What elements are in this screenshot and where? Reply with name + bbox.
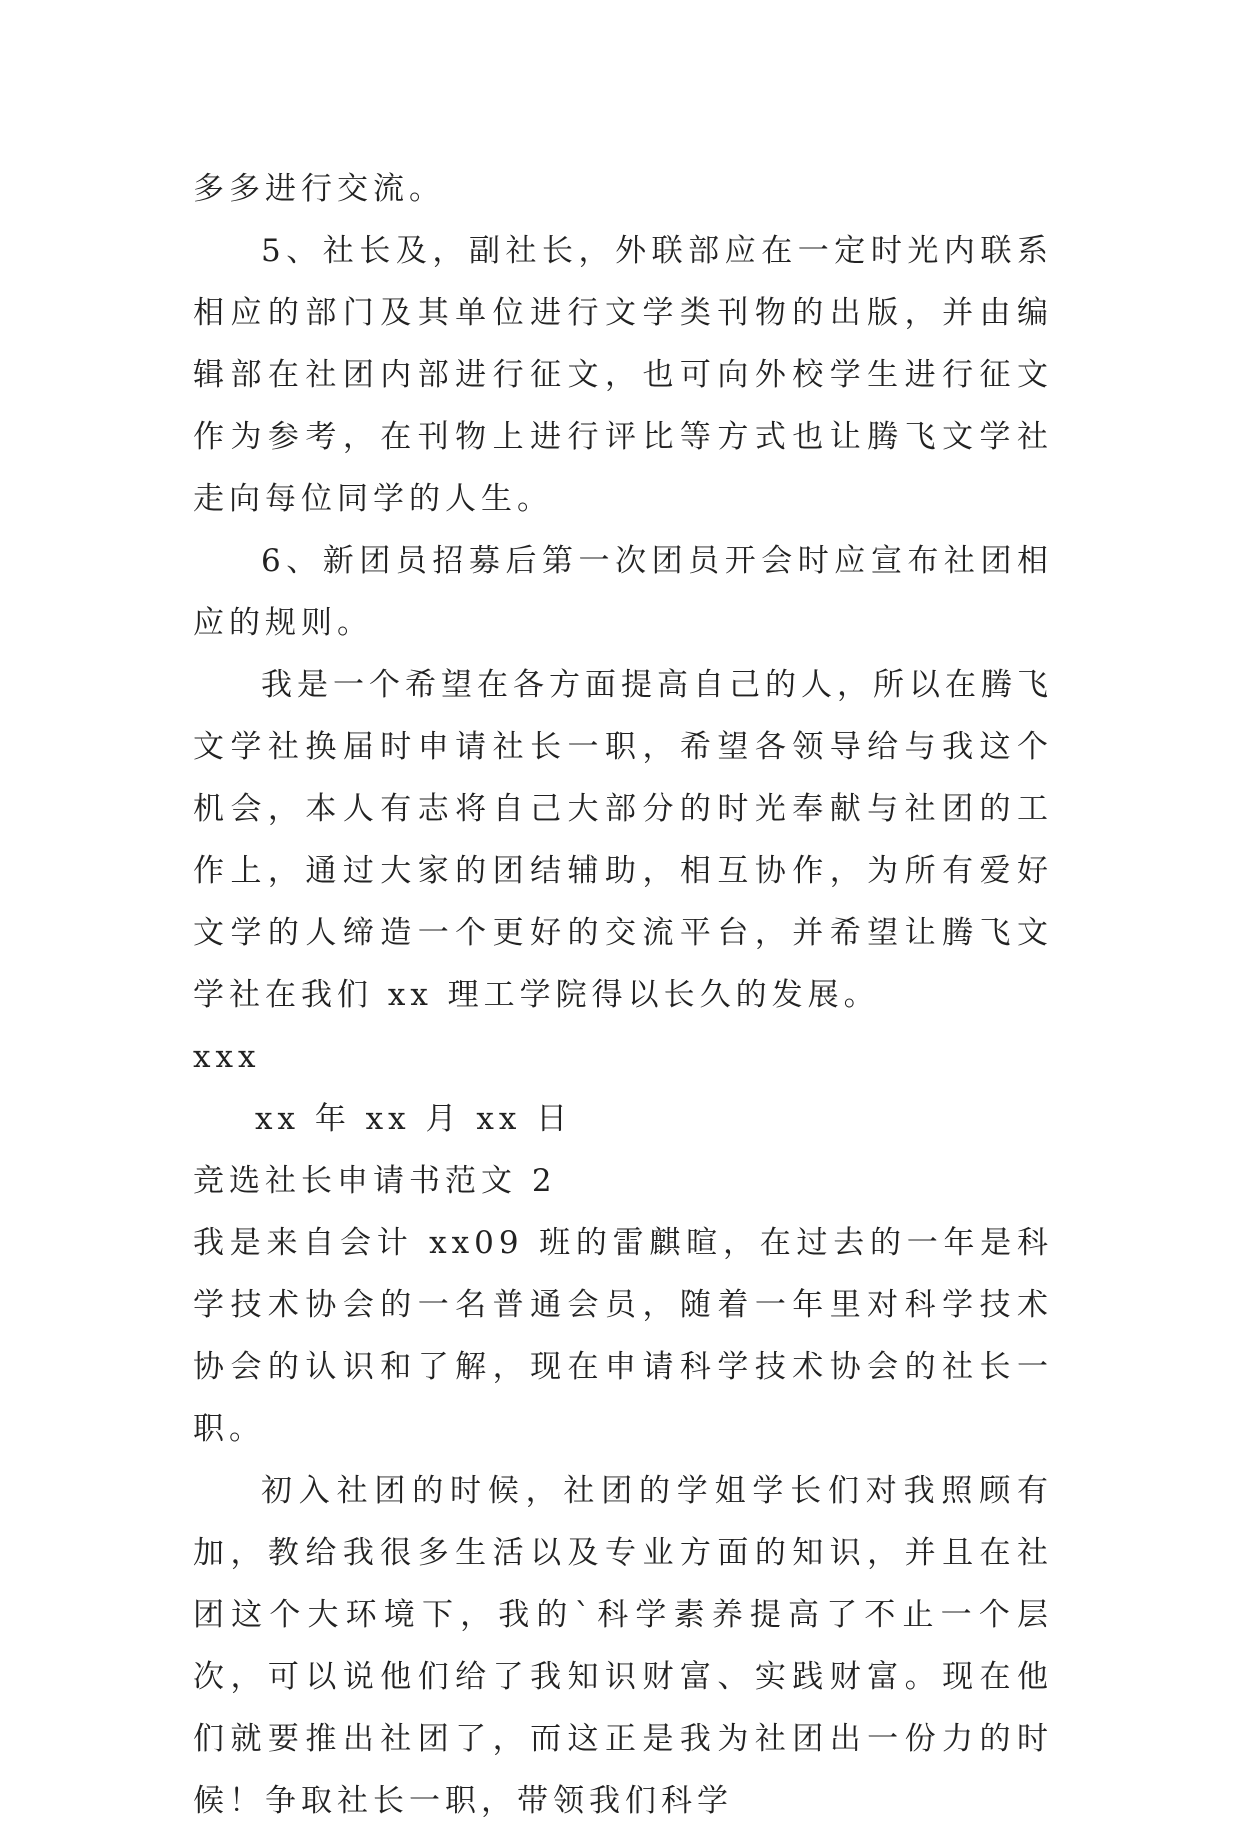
paragraph-continuation: 多多进行交流。 — [193, 171, 445, 207]
section-heading: 竞选社长申请书范文 2 — [193, 1163, 557, 1199]
signature-date: xx 年 xx 月 xx 日 — [255, 1101, 573, 1137]
paragraph-item-5: 5、社长及，副社长，外联部应在一定时光内联系相应的部门及其单位进行文学类刊物的出版，并由编辑部在社团内部进行征文，也可向外校学生进行征文作为参考，在刊物上进行评比等方式也让腾飞文学社走向每位同学的人生。 — [193, 233, 1053, 517]
paragraph-closing: 我是一个希望在各方面提高自己的人，所以在腾飞文学社换届时申请社长一职，希望各领导给与我这个机会，本人有志将自己大部分的时光奉献与社团的工作上，通过大家的团结辅助，相互协作，为所有爱好文学的人缔造一个更好的交流平台，并希望让腾飞文学社在我们 xx 理工学院得以长久的发展。 — [193, 667, 1053, 1013]
signature-name: xxx — [193, 1039, 261, 1075]
document-body — [193, 158, 1053, 1832]
paragraph-item-6: 6、新团员招募后第一次团员开会时应宣布社团相应的规则。 — [193, 543, 1053, 641]
paragraph-intro-2: 我是来自会计 xx09 班的雷麒暄，在过去的一年是科学技术协会的一名普通会员，随着一年里对科学技术协会的认识和了解，现在申请科学技术协会的社长一职。 — [193, 1225, 1053, 1447]
paragraph-body-2: 初入社团的时候，社团的学姐学长们对我照顾有加，教给我很多生活以及专业方面的知识，并且在社团这个大环境下，我的`科学素养提高了不止一个层次，可以说他们给了我知识财富、实践财富。现在他们就要推出社团了，而这正是我为社团出一份力的时候！争取社长一职，带领我们科学 — [193, 1473, 1053, 1819]
